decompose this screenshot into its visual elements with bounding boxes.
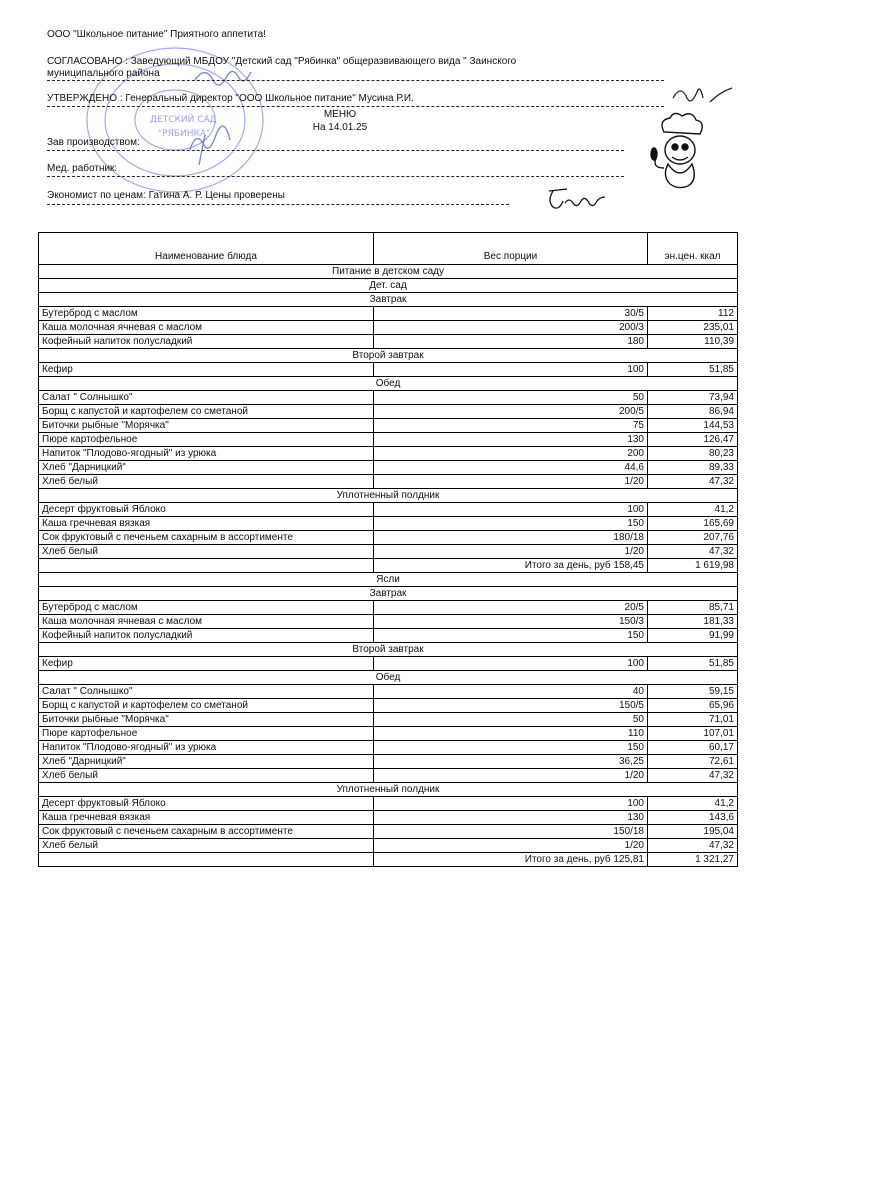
portion-weight: 40 bbox=[374, 685, 648, 699]
section-title: Завтрак bbox=[39, 587, 738, 601]
daily-total-label: Итого за день, руб 158,45 bbox=[374, 559, 648, 573]
dish-name: Хлеб белый bbox=[39, 475, 374, 489]
table-row bbox=[39, 461, 738, 475]
energy-kcal: 47,32 bbox=[648, 839, 738, 853]
dish-name: Сок фруктовый с печеньем сахарным в ассортименте bbox=[39, 531, 374, 545]
portion-weight: 100 bbox=[374, 657, 648, 671]
table-row bbox=[39, 531, 738, 545]
divider bbox=[47, 150, 624, 151]
dish-name: Десерт фруктовый Яблоко bbox=[39, 797, 374, 811]
portion-weight: 180/18 bbox=[374, 531, 648, 545]
portion-weight: 1/20 bbox=[374, 475, 648, 489]
portion-weight: 150/5 bbox=[374, 699, 648, 713]
medic-label: Мед. работник: bbox=[47, 163, 118, 174]
table-row bbox=[39, 769, 738, 783]
agreed-line-continued: муниципального района bbox=[47, 68, 160, 79]
total-row bbox=[39, 559, 738, 573]
portion-weight: 1/20 bbox=[374, 769, 648, 783]
table-row bbox=[39, 321, 738, 335]
table-row bbox=[39, 755, 738, 769]
table-row bbox=[39, 419, 738, 433]
table-row bbox=[39, 699, 738, 713]
dish-name: Каша гречневая вязкая bbox=[39, 517, 374, 531]
portion-weight: 44,6 bbox=[374, 461, 648, 475]
table-row bbox=[39, 685, 738, 699]
menu-table bbox=[38, 232, 738, 867]
energy-kcal: 165,69 bbox=[648, 517, 738, 531]
table-row bbox=[39, 811, 738, 825]
dish-name: Пюре картофельное bbox=[39, 433, 374, 447]
section-row bbox=[39, 279, 738, 293]
portion-weight: 180 bbox=[374, 335, 648, 349]
divider bbox=[47, 80, 664, 81]
table-row bbox=[39, 615, 738, 629]
section-title: Второй завтрак bbox=[39, 643, 738, 657]
energy-kcal: 86,94 bbox=[648, 405, 738, 419]
energy-kcal: 126,47 bbox=[648, 433, 738, 447]
energy-kcal: 143,6 bbox=[648, 811, 738, 825]
energy-kcal: 207,76 bbox=[648, 531, 738, 545]
portion-weight: 130 bbox=[374, 433, 648, 447]
dish-name: Хлеб белый bbox=[39, 545, 374, 559]
dish-name: Биточки рыбные "Морячка" bbox=[39, 713, 374, 727]
dish-name: Напиток "Плодово-ягодный" из урюка bbox=[39, 741, 374, 755]
divider bbox=[47, 106, 664, 107]
empty-cell bbox=[39, 559, 374, 573]
dish-name: Салат " Солнышко" bbox=[39, 391, 374, 405]
portion-weight: 100 bbox=[374, 797, 648, 811]
agreed-line: СОГЛАСОВАНО : Заведующий МБДОУ "Детский сад "Рябинка" общеразвивающего вида " Заинского bbox=[47, 56, 517, 67]
dish-name: Биточки рыбные "Морячка" bbox=[39, 419, 374, 433]
dish-name: Напиток "Плодово-ягодный" из урюка bbox=[39, 447, 374, 461]
section-row bbox=[39, 349, 738, 363]
column-header-kcal: эн.цен. ккал bbox=[648, 233, 738, 265]
dish-name: Борщ с капустой и картофелем со сметаной bbox=[39, 699, 374, 713]
portion-weight: 150 bbox=[374, 741, 648, 755]
signature-icon bbox=[545, 185, 610, 215]
dish-name: Десерт фруктовый Яблоко bbox=[39, 503, 374, 517]
energy-kcal: 47,32 bbox=[648, 475, 738, 489]
section-row bbox=[39, 643, 738, 657]
portion-weight: 200/3 bbox=[374, 321, 648, 335]
approved-line: УТВЕРЖДЕНО : Генеральный директор "ООО Школьное питание" Мусина Р.И. bbox=[47, 93, 414, 104]
energy-kcal: 47,32 bbox=[648, 545, 738, 559]
dish-name: Пюре картофельное bbox=[39, 727, 374, 741]
table-row bbox=[39, 517, 738, 531]
energy-kcal: 60,17 bbox=[648, 741, 738, 755]
table-row bbox=[39, 433, 738, 447]
section-title: Дет. сад bbox=[39, 279, 738, 293]
dish-name: Кефир bbox=[39, 657, 374, 671]
portion-weight: 100 bbox=[374, 503, 648, 517]
portion-weight: 200/5 bbox=[374, 405, 648, 419]
energy-kcal: 181,33 bbox=[648, 615, 738, 629]
section-row bbox=[39, 489, 738, 503]
section-title: Питание в детском саду bbox=[39, 265, 738, 279]
portion-weight: 1/20 bbox=[374, 839, 648, 853]
table-row bbox=[39, 503, 738, 517]
table-row bbox=[39, 475, 738, 489]
section-title: Уплотненный полдник bbox=[39, 783, 738, 797]
divider bbox=[47, 204, 509, 205]
portion-weight: 150 bbox=[374, 629, 648, 643]
portion-weight: 100 bbox=[374, 363, 648, 377]
dish-name: Хлеб белый bbox=[39, 839, 374, 853]
energy-kcal: 71,01 bbox=[648, 713, 738, 727]
energy-kcal: 41,2 bbox=[648, 797, 738, 811]
portion-weight: 75 bbox=[374, 419, 648, 433]
menu-date: На 14.01.25 bbox=[312, 122, 368, 133]
dish-name: Кефир bbox=[39, 363, 374, 377]
dish-name: Кофейный напиток полусладкий bbox=[39, 335, 374, 349]
dish-name: Кофейный напиток полусладкий bbox=[39, 629, 374, 643]
portion-weight: 50 bbox=[374, 713, 648, 727]
portion-weight: 110 bbox=[374, 727, 648, 741]
energy-kcal: 195,04 bbox=[648, 825, 738, 839]
table-row bbox=[39, 601, 738, 615]
energy-kcal: 73,94 bbox=[648, 391, 738, 405]
portion-weight: 150 bbox=[374, 517, 648, 531]
portion-weight: 150/3 bbox=[374, 615, 648, 629]
energy-kcal: 112 bbox=[648, 307, 738, 321]
dish-name: Сок фруктовый с печеньем сахарным в ассортименте bbox=[39, 825, 374, 839]
signature-icon bbox=[668, 80, 738, 110]
dish-name: Хлеб белый bbox=[39, 769, 374, 783]
dish-name: Салат " Солнышко" bbox=[39, 685, 374, 699]
section-row bbox=[39, 265, 738, 279]
table-row bbox=[39, 727, 738, 741]
section-title: Уплотненный полдник bbox=[39, 489, 738, 503]
energy-kcal: 110,39 bbox=[648, 335, 738, 349]
portion-weight: 20/5 bbox=[374, 601, 648, 615]
dish-name: Хлеб "Дарницкий" bbox=[39, 755, 374, 769]
section-row bbox=[39, 573, 738, 587]
svg-text:ДЕТСКИЙ САД: ДЕТСКИЙ САД bbox=[150, 115, 217, 125]
energy-kcal: 65,96 bbox=[648, 699, 738, 713]
section-row bbox=[39, 671, 738, 685]
table-row bbox=[39, 391, 738, 405]
energy-kcal: 51,85 bbox=[648, 657, 738, 671]
portion-weight: 36,25 bbox=[374, 755, 648, 769]
production-head-label: Зав производством: bbox=[47, 137, 140, 148]
table-row bbox=[39, 545, 738, 559]
table-row bbox=[39, 839, 738, 853]
energy-kcal: 89,33 bbox=[648, 461, 738, 475]
dish-name: Каша гречневая вязкая bbox=[39, 811, 374, 825]
energy-kcal: 107,01 bbox=[648, 727, 738, 741]
economist-line: Экономист по ценам: Гатина А. Р. Цены проверены bbox=[47, 190, 285, 201]
energy-kcal: 41,2 bbox=[648, 503, 738, 517]
section-title: Ясли bbox=[39, 573, 738, 587]
dish-name: Каша молочная ячневая с маслом bbox=[39, 615, 374, 629]
section-title: Обед bbox=[39, 377, 738, 391]
table-row bbox=[39, 335, 738, 349]
dish-name: Бутерброд с маслом bbox=[39, 601, 374, 615]
portion-weight: 130 bbox=[374, 811, 648, 825]
table-header-row bbox=[39, 233, 738, 265]
energy-kcal: 91,99 bbox=[648, 629, 738, 643]
table-row bbox=[39, 713, 738, 727]
column-header-weight: Вес порции bbox=[374, 233, 648, 265]
svg-text:"РЯБИНКА": "РЯБИНКА" bbox=[158, 129, 211, 139]
table-row bbox=[39, 307, 738, 321]
empty-cell bbox=[39, 853, 374, 867]
organization-name: ООО "Школьное питание" Приятного аппетита! bbox=[47, 29, 266, 40]
portion-weight: 200 bbox=[374, 447, 648, 461]
section-row bbox=[39, 293, 738, 307]
portion-weight: 150/18 bbox=[374, 825, 648, 839]
energy-kcal: 80,23 bbox=[648, 447, 738, 461]
energy-kcal: 85,71 bbox=[648, 601, 738, 615]
daily-total-label: Итого за день, руб 125,81 bbox=[374, 853, 648, 867]
table-row bbox=[39, 825, 738, 839]
table-row bbox=[39, 363, 738, 377]
energy-kcal: 235,01 bbox=[648, 321, 738, 335]
section-row bbox=[39, 587, 738, 601]
menu-title: МЕНЮ bbox=[323, 109, 357, 120]
portion-weight: 30/5 bbox=[374, 307, 648, 321]
menu-table-body bbox=[39, 265, 738, 867]
section-title: Второй завтрак bbox=[39, 349, 738, 363]
energy-kcal: 144,53 bbox=[648, 419, 738, 433]
table-row bbox=[39, 405, 738, 419]
table-row bbox=[39, 629, 738, 643]
dish-name: Борщ с капустой и картофелем со сметаной bbox=[39, 405, 374, 419]
energy-kcal: 72,61 bbox=[648, 755, 738, 769]
table-row bbox=[39, 797, 738, 811]
dish-name: Бутерброд с маслом bbox=[39, 307, 374, 321]
total-row bbox=[39, 853, 738, 867]
energy-kcal: 47,32 bbox=[648, 769, 738, 783]
chef-mascot-icon bbox=[650, 110, 710, 190]
signature-icon bbox=[180, 55, 270, 175]
energy-kcal: 59,15 bbox=[648, 685, 738, 699]
daily-total-kcal: 1 321,27 bbox=[648, 853, 738, 867]
section-row bbox=[39, 783, 738, 797]
daily-total-kcal: 1 619,98 bbox=[648, 559, 738, 573]
section-row bbox=[39, 377, 738, 391]
portion-weight: 1/20 bbox=[374, 545, 648, 559]
dish-name: Каша молочная ячневая с маслом bbox=[39, 321, 374, 335]
dish-name: Хлеб "Дарницкий" bbox=[39, 461, 374, 475]
table-row bbox=[39, 657, 738, 671]
divider bbox=[47, 176, 624, 177]
section-title: Завтрак bbox=[39, 293, 738, 307]
portion-weight: 50 bbox=[374, 391, 648, 405]
section-title: Обед bbox=[39, 671, 738, 685]
table-row bbox=[39, 741, 738, 755]
table-row bbox=[39, 447, 738, 461]
column-header-dish: Наименование блюда bbox=[39, 233, 374, 265]
energy-kcal: 51,85 bbox=[648, 363, 738, 377]
